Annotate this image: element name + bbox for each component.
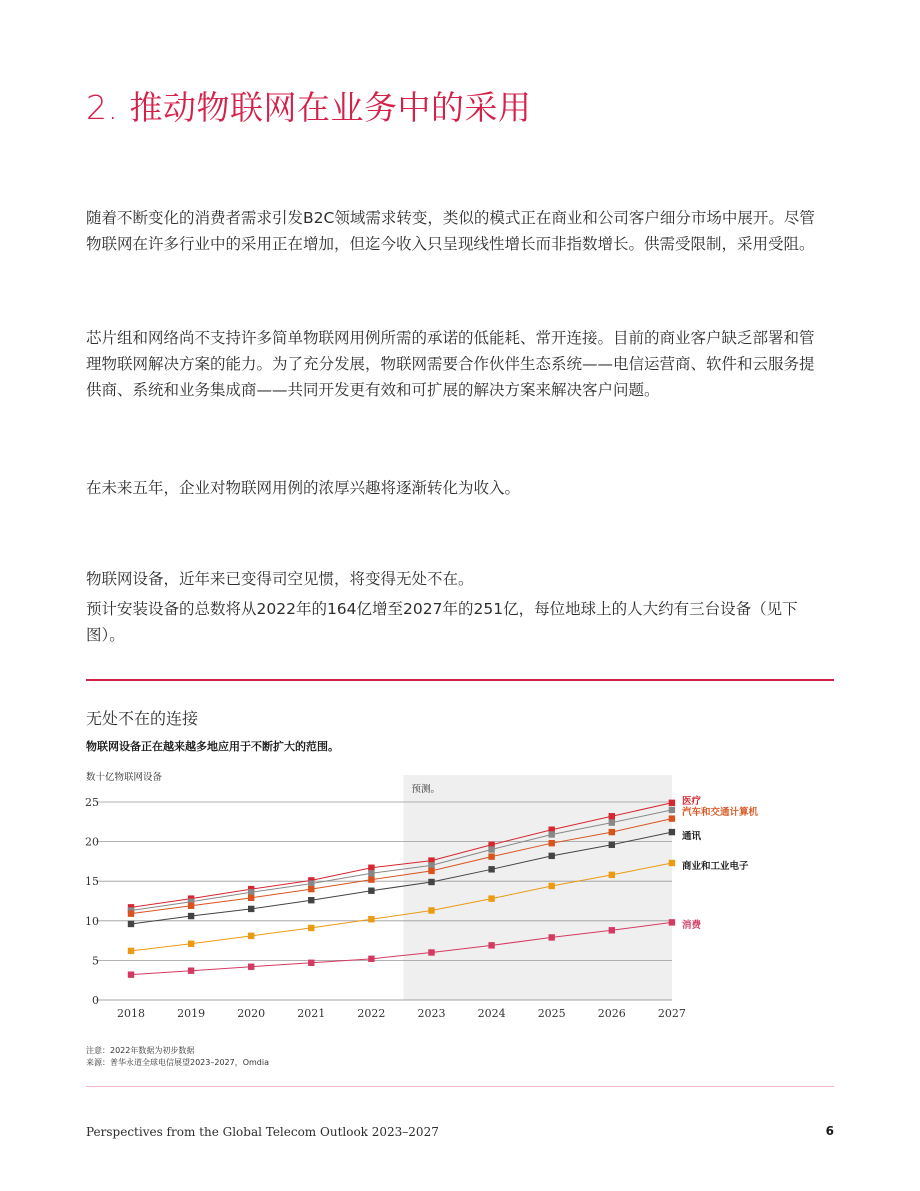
y-tick-label: 25 <box>85 796 99 809</box>
data-point <box>549 831 555 837</box>
x-tick-label: 2022 <box>357 1007 386 1020</box>
paragraph-1: 随着不断变化的消费者需求引发B2C领域需求转变，类似的模式正在商业和公司客户细分市场中展开。尽管物联网在许多行业中的采用正在增加，但迄今收入只呈现线性增长而非指数增长。供需受限制，采用受阻。 <box>86 209 815 253</box>
x-tick-label: 2021 <box>297 1007 326 1020</box>
data-point <box>308 880 314 886</box>
data-point <box>248 933 254 939</box>
data-point <box>488 846 494 852</box>
data-point <box>308 960 314 966</box>
data-point <box>188 903 194 909</box>
x-tick-label: 2026 <box>597 1007 626 1020</box>
data-point <box>609 829 615 835</box>
data-point <box>308 925 314 931</box>
series-label: 消费 <box>682 920 702 931</box>
data-point <box>549 840 555 846</box>
data-point <box>669 815 675 821</box>
data-point <box>368 888 374 894</box>
data-point <box>308 897 314 903</box>
data-point <box>609 819 615 825</box>
series-label: 商业和工业电子 <box>682 861 749 872</box>
data-point <box>368 865 374 871</box>
data-point <box>669 860 675 866</box>
chart-note: 注意：2022年数据为初步数据 <box>86 1046 195 1055</box>
footer-publication-title: Perspectives from the Global Telecom Outlook 2023–2027 <box>86 1125 439 1139</box>
data-point <box>669 919 675 925</box>
forecast-label: 预测。 <box>411 784 441 795</box>
data-point <box>669 807 675 813</box>
data-point <box>488 866 494 872</box>
data-point <box>188 941 194 947</box>
data-point <box>248 895 254 901</box>
paragraph-2: 芯片组和网络尚不支持许多简单物联网用例所需的承诺的低能耗、常开连接。目前的商业客户缺乏部署和管理物联网解决方案的能力。为了充分发展，物联网需要合作伙伴生态系统——电信运营商、软件和云服务提供商、系统和业务集成商——共同开发更有效和可扩展的解决方案来解决客户问题。 <box>86 329 815 399</box>
data-point <box>428 907 434 913</box>
data-point <box>368 870 374 876</box>
data-point <box>368 876 374 882</box>
data-point <box>549 853 555 859</box>
chart-source: 来源：普华永道全球电信展望2023–2027，Omdia <box>86 1058 270 1067</box>
chart-title: 无处不在的连接 <box>86 709 199 728</box>
data-point <box>248 906 254 912</box>
data-point <box>549 934 555 940</box>
x-tick-label: 2020 <box>237 1007 266 1020</box>
data-point <box>488 895 494 901</box>
data-point <box>308 886 314 892</box>
data-point <box>248 889 254 895</box>
data-point <box>128 948 134 954</box>
paragraph-3: 在未来五年，企业对物联网用例的浓厚兴趣将逐渐转化为收入。 <box>86 479 521 497</box>
data-point <box>128 910 134 916</box>
y-tick-label: 0 <box>92 994 99 1007</box>
data-point <box>128 971 134 977</box>
data-point <box>128 921 134 927</box>
data-point <box>428 862 434 868</box>
data-point <box>368 956 374 962</box>
y-tick-label: 5 <box>92 954 99 968</box>
data-point <box>549 883 555 889</box>
y-axis-unit-label: 数十亿物联网设备 <box>86 772 163 783</box>
x-tick-label: 2027 <box>657 1007 686 1020</box>
data-point <box>428 879 434 885</box>
data-point <box>248 964 254 970</box>
paragraph-5: 预计安装设备的总数将从2022年的164亿增至2027年的251亿，每位地球上的人大约有三台设备（见下图）。 <box>86 600 798 644</box>
data-point <box>669 829 675 835</box>
data-point <box>488 942 494 948</box>
paragraph-4: 物联网设备，近年来已变得司空见惯，将变得无处不在。 <box>86 570 474 588</box>
page-title: 2. 推动物联网在业务中的采用 <box>86 88 532 127</box>
data-point <box>609 872 615 878</box>
data-point <box>188 913 194 919</box>
data-point <box>188 967 194 973</box>
series-label: 通讯 <box>682 831 702 842</box>
divider-bottom <box>86 1086 834 1087</box>
x-tick-label: 2019 <box>177 1007 206 1020</box>
data-point <box>609 813 615 819</box>
data-point <box>609 927 615 933</box>
data-point <box>609 842 615 848</box>
data-point <box>428 868 434 874</box>
x-tick-label: 2018 <box>117 1007 145 1020</box>
forecast-region <box>404 775 673 1000</box>
x-tick-label: 2025 <box>537 1007 566 1020</box>
data-point <box>669 800 675 806</box>
x-tick-label: 2024 <box>477 1007 506 1020</box>
series-label: 医疗 <box>682 796 702 807</box>
x-tick-label: 2023 <box>417 1007 446 1020</box>
y-tick-label: 20 <box>85 835 99 849</box>
y-tick-label: 10 <box>85 914 99 928</box>
chart-subtitle: 物联网设备正在越来越多地应用于不断扩大的范围。 <box>86 740 339 753</box>
series-label: 汽车和交通计算机 <box>682 807 759 818</box>
y-tick-label: 15 <box>85 875 99 889</box>
page-number: 6 <box>825 1124 834 1138</box>
data-point <box>368 916 374 922</box>
data-point <box>428 949 434 955</box>
data-point <box>488 853 494 859</box>
